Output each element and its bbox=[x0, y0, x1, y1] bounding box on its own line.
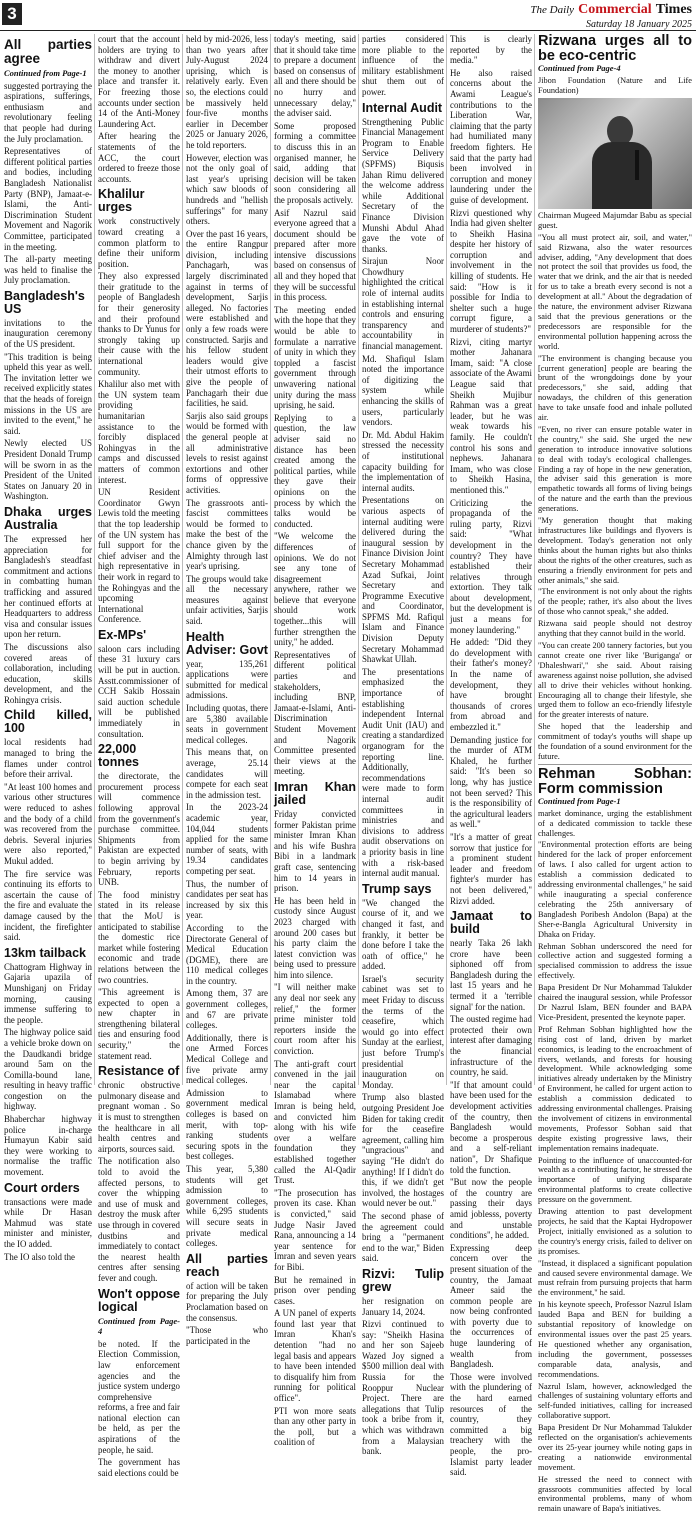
paragraph: transactions were made while Dr Hasan Mahmud was state minister and minister, the IO added. bbox=[4, 1196, 92, 1249]
paragraph: Israel's security cabinet was set to meet Friday to discuss the terms of the ceasefire, which would go into effect Sunday at the earliest, just before Trump's presidential inauguration on Monday. bbox=[362, 973, 444, 1090]
paragraph: The food ministry stated in its release that the MoU is anticipated to stabilise the domestic rice market while fostering economic and trade relations between the two countries. bbox=[98, 889, 180, 985]
news-photo bbox=[538, 98, 692, 209]
paragraph: The ousted regime had protected their own interest after damaging the financial infrastructure of the country, he said. bbox=[450, 1014, 532, 1078]
paragraph: Nazrul Islam, however, acknowledged the challenges of sustaining voluntary efforts and self-funded initiatives, calling for increased collaborative support. bbox=[538, 1381, 692, 1421]
continued-label: Continued from Page-4 bbox=[98, 1315, 180, 1337]
paragraph: Pointing to the influence of unaccounted-for wealth as a contributing factor, he stressed the importance of unifying disparate environmental platforms to create collective pressure on the government. bbox=[538, 1155, 692, 1205]
headline-rizwana-urges: Rizwana urges all to be eco-centric bbox=[538, 33, 692, 64]
paragraph: saloon cars including these 31 luxury cars will be put in auction. Asstt.commissioner of CCH Sakib Hossain said auction schedule will be published immediately in consultation. bbox=[98, 643, 180, 739]
paragraph: "Instead, it displaced a significant population and caused severe environmental damage. We must refrain from pursuing projects that harm the environment," he said. bbox=[538, 1258, 692, 1298]
paragraph: Trump also blasted outgoing President Joe Biden for taking credit for the ceasefire agreement, calling him "ungracious" and saying "He didn't do anything! If I didn't do this, if we didn't get involved, the hostages would never be out." bbox=[362, 1092, 444, 1209]
paragraph: But he remained in prison over pending cases. bbox=[274, 1274, 356, 1306]
paragraph: Representatives of different political parties and bodies, including Bangladesh Nationalist Party (BNP), Jamaat-e-Islami, the Anti-Discrimination Student Movement and Nagorik Committee, participated in the meeting. bbox=[4, 146, 92, 252]
paragraph: Over the past 16 years, the entire Rangpur division, including Panchagarh, was largely discriminated against in terms of development, Sarjis alleged. No factories were established and only a few roads were constructed. Sarjis and his fellow student leaders would give their utmost efforts to give the people of Panchagarh their due facilities, he said. bbox=[186, 228, 268, 409]
headline-health-adviser: Health Adviser: Govt bbox=[186, 629, 268, 657]
paragraph: her resignation on January 14, 2024. bbox=[362, 1295, 444, 1317]
photo-caption: Chairman Mugeed Majumdar Babu as special guest. bbox=[538, 210, 692, 230]
paragraph: Presentations on various aspects of internal auditing were delivered during the inaugural session by Finance Division Joint Secretary Mohammad Azad Sufkai, Joint Secretary and Programme Executive and Coordinator, SPFMS Md. Rafiqul Islam and Finance Division Deputy Secretary Mohammad Shawkat Ullah. bbox=[362, 495, 444, 665]
paragraph: They also expressed their gratitude to the people of Bangladesh for their generosity and their profound thanks to Dr Yunus for strongly taking up their cause with the international community. bbox=[98, 271, 180, 377]
paragraph: Bapa President Dr Nur Mohammad Talukder reflected on the organisation's achievements over its 25-year journey while noting gaps in creating a nationwide environmental movement. bbox=[538, 1423, 692, 1472]
paragraph: Rizwana said people should not destroy anything that they cannot build in the world. bbox=[538, 619, 692, 639]
paragraph: today's meeting, said that it should take time to prepare a document based on consensus of all and there should be no hurry and unnecessary delay," the adviser said. bbox=[274, 34, 356, 119]
paragraph: The meeting ended with the hope that they would be able to formulate a narrative of unity in which they toppled a fascist government through unwavering national unity during the mass uprising, he said. bbox=[274, 304, 356, 411]
paragraph: "Environmental protection efforts are being hindered for the lack of proper enforcement of laws. I also called for urgent action to establish a commission dedicated to addressing environmental challenges," he said while inaugurating a special conference celebrating the 25th anniversary of Bangladesh Poribesh Andolon (Bapa) at the Sher-e-Bangla Agricultural University in Dhaka on Friday. bbox=[538, 840, 692, 939]
paragraph: Rizvi questioned why India had given shelter to Sheikh Hasina despite her history of corruption and involvement in the killing of students. He said: "How is it possible for India to shelter such a huge corrupt figure, a murderer of students?" bbox=[450, 207, 532, 335]
paragraph: The discussions also covered areas of collaboration, including education, skills development, and the Rohingya crisis. bbox=[4, 641, 92, 705]
continued-label: Continued from Page-1 bbox=[4, 68, 87, 78]
column-4 bbox=[274, 34, 356, 1448]
paragraph: "This tradition is being upheld this year as well. The invitation letter we received explicitly states that the heads of foreign missions in the US are invited to the event," he said. bbox=[4, 351, 92, 436]
paper-name-commercial: Commercial bbox=[578, 2, 652, 17]
paragraph: "I will neither make any deal nor seek any relief," the former prime minister told reporters inside the court room after his conviction. bbox=[274, 982, 356, 1057]
paragraph: According to the Directorate General of Medical Education (DGME), there are 110 medical colleges in the country. bbox=[186, 922, 268, 986]
headline-22000-tonnes: 22,000 tonnes bbox=[98, 742, 139, 770]
paragraph: The all-party meeting was held to finalise the July proclamation. bbox=[4, 254, 92, 286]
headline-resistance-of: Resistance of bbox=[98, 1064, 180, 1079]
paragraph: He has been held in custody since August 2023 charged with around 200 cases but his party claim the latest conviction was being used to pressure him into silence. bbox=[274, 895, 356, 980]
paragraph: "The environment is not only about the rights of the people; rather, it's also about the lives of those who cannot speak," she added. bbox=[538, 587, 692, 617]
paragraph: Chattogram Highway in Gajaria upazila of Munshiganj on Friday morning, causing immense suffering to the people. bbox=[4, 961, 92, 1025]
paragraph: Friday convicted former Pakistan prime minister Imran Khan and his wife Bushra Bibi in a landmark graft case, sentencing him to 14 years in prison. bbox=[274, 808, 356, 894]
paragraph: This means that, on average, 25.14 candidates will compete for each seat in the admission test. bbox=[186, 747, 268, 800]
paragraph: The grassroots anti-fascist committees would be formed to make the best of the chance given by the Almighty through last year's uprising. bbox=[186, 497, 268, 572]
paragraph: local residents had managed to bring the flames under control before their arrival. bbox=[4, 737, 92, 780]
paragraph: Jibon Foundation (Nature and Life Foundation) bbox=[538, 75, 692, 95]
headline-trump-says: Trump says bbox=[362, 881, 432, 896]
headline-child-killed: Child killed, 100 bbox=[4, 708, 92, 736]
paragraph: "The prosecution has proven its case. Khan is convicted," said Judge Nasir Javed Rana, announcing a 14 year sentence for Imran and seven years for Bibi. bbox=[274, 1187, 356, 1272]
paragraph: Thus, the number of candidates per seat has increased by six this year. bbox=[186, 878, 268, 921]
paragraph: PTI won more seats than any other party in the poll, but a coalition of bbox=[274, 1405, 356, 1448]
headline-khalilur-urges: Khalilur urges bbox=[98, 187, 145, 215]
headline-all-parties-agree: All parties agree bbox=[4, 37, 92, 66]
page-number: 3 bbox=[2, 3, 22, 25]
paragraph: Md. Shafiqul Islam noted the importance of digitizing the system while enhancing the skills of users, particularly vendors. bbox=[362, 353, 444, 428]
paragraph: The groups would take all the necessary measures against unfair activities, Sarjis said. bbox=[186, 573, 268, 627]
column-3 bbox=[186, 34, 268, 1346]
paragraph: Prof Rehman Sobhan highlighted how the rising cost of land, driven by market economics, is leading to the encroachment of rivers, wetlands, and forests for housing development. While acknowledging some initiatives already undertaken by the Ministry of Environment, he called for urgent action to establish a commission dedicated to addressing environmental challenges. Praising the involvement of citizens in environmental movements, Professor Sobhan said that despite existing progressive laws, their implementation remains inadequate. bbox=[538, 1024, 692, 1153]
paragraph: The notification also told to avoid the affected persons, to cover the whipping and use of musk and destroy the musk after use through in covered dustbins and immediately to contact the nearest health centres after sensing fever and cough. bbox=[98, 1156, 180, 1283]
paragraph: Sarjis also said groups would be formed with the general people at all administrative levels to resist against extortions and other forms of oppressive activities. bbox=[186, 410, 268, 495]
paragraph: court that the account holders are trying to withdraw and divert the money to another place and transfer it. For freezing those accounts under section 14 of the Anti-Money Laundering Act. bbox=[98, 34, 180, 129]
paragraph: A UN panel of experts found last year that Imran Khan's detention "had no legal basis and appears to have been intended to disqualify him from running for political office". bbox=[274, 1308, 356, 1404]
headline-ex-mps: Ex-MPs' bbox=[98, 627, 147, 642]
paragraph: year, 135,261 applications were submitted for medical admissions. bbox=[186, 658, 268, 701]
headline-jamaat-to-build: Jamaat to build bbox=[450, 909, 532, 937]
column-6 bbox=[450, 34, 532, 1478]
paragraph: Bhaberchar highway police in-charge Humayun Kabir said they were working to normalise the traffic movement. bbox=[4, 1114, 92, 1178]
paragraph: "Even, no river can ensure potable water in the country," she said. She urged the new generation to introduce innovative solutions to deal with today's ecological challenges. Finding a ray of hope in the new generation, the adviser said this generation is more empathetic towards all forms of living beings of the nature and the earth than the previous generations. bbox=[538, 424, 692, 514]
paragraph: "My generation thought that making infrastructures like buildings and flyovers is development. Today's generation not only thinks about the human rights but also thinks about the rights of the other creatures, such as ensuring a friendly environment for pets and other animals," she said. bbox=[538, 516, 692, 585]
paragraph: Expressing deep concern over the present situation of the country, the Jamaat Ameer said the common people are now being confronted with poverty due to the occurrences of huge laundering of wealth from Bangladesh. bbox=[450, 1242, 532, 1370]
paragraph: held by mid-2026, less than two years after July-August 2024 uprising, which is relatively early. Even so, the elections could be massively held four-five months earlier in December 2025 or January 2026, he told reporters. bbox=[186, 34, 268, 150]
paragraph: This year, 5,380 students will get admission to government colleges, while 6,295 students will secure seats in private medical colleges. bbox=[186, 1163, 268, 1249]
paragraph: UN Resident Coordinator Gwyn Lewis told the meeting that the top leadership of the UN system has full support for the chief adviser and the high representative in their work in regard to the Rohingyas and the upcoming International Conference. bbox=[98, 487, 180, 625]
paragraph: Rizvi continued to say: "Sheikh Hasina and her son Sajeeb Wazed Joy signed a $500 million deal with Russia for the Rooppur Nuclear Project. There are allegations that Tulip took a bribe from it, which was withdrawn from a Malaysian bank. bbox=[362, 1319, 444, 1457]
paragraph: The expressed her appreciation for Bangladesh's steadfast commitment and actions in combatting human trafficking and assured her continued efforts at Headquarters to address visa and consular issues upon her return. bbox=[4, 533, 92, 640]
paragraph: The anti-graft court convened in the jail near the capital Islamabad where Imran is being held, and convicted him along with his wife over a welfare foundation they established together called the Al-Qadir Trust. bbox=[274, 1058, 356, 1186]
headline-all-parties-reach: All parties reach bbox=[186, 1251, 268, 1279]
column-5 bbox=[362, 34, 444, 1457]
paragraph: "You all must protect air, soil, and water," said Rizwana, also the water resources adviser, adding, "Any development that does not protect the soil that provides us food, the water that we drink, and the air that is needed for us to take a breath every second is not a development at all." About the degradation of the nature, the environment adviser Rizwana said that the previous generations or the predecessors are responsible for the environmental pollution happening across the world. bbox=[538, 232, 692, 351]
paragraph: She hoped that the leadership and commitment of today's youths will shape up the foundation of a sound environment for the future. bbox=[538, 722, 692, 761]
paragraph: suggested portraying the aspirations, sufferings, enthusiasm and revolutionary feeling that people had during the July proclamation. bbox=[4, 80, 92, 144]
headline-rizvi-tulip-grew: Rizvi: Tulip grew bbox=[362, 1266, 444, 1294]
paragraph: "It's a matter of great sorrow that justice for a prominent student leader and freedom fighter's murder has not been delivered," Rizvi added. bbox=[450, 831, 532, 906]
paragraph: Admission to government medical colleges is based on merit, with top-ranking students securing spots in the best colleges. bbox=[186, 1087, 268, 1162]
paragraph: The IO also told the bbox=[4, 1251, 75, 1262]
paragraph: He also raised concerns about the Awami League's contributions to the Liberation War, claiming that the party had humiliated many freedom fighters. He said that the party had been involved in corruption and money laundering under the guise of development. bbox=[450, 67, 532, 205]
paragraph: The presentations emphasized the importance of establishing independent Internal Audit Unit (IAU) and creating a standardized organogram for the reporting line. Additionally, recommendations were made to form internal audit committees in ministries and divisions to address audit observations on a priority basis in line with a risk-based internal audit manual. bbox=[362, 666, 444, 879]
paragraph: the directorate, the procurement process will commence following approval from the government's purchase committee. Shipments from Pakistan are expected to begin arriving by February, reports UNB. bbox=[98, 771, 180, 888]
paragraph: "If that amount could have been used for the development activities of the country, then Bangladesh would become a prosperous and a self-reliant nation", Dr Shafique told the function. bbox=[450, 1079, 532, 1175]
paragraph: invitations to the inauguration ceremony of the US president. bbox=[4, 317, 92, 350]
paragraph: He added: "Did they do development with their father's money? In the name of development, they have brought thousands of crores from abroad and embezzled it." bbox=[450, 637, 532, 732]
paragraph: of action will be taken for preparing the July Proclamation based on the consensus. bbox=[186, 1280, 268, 1323]
paragraph: nearly Taka 26 lakh crore have been siphoned off from Bangladesh during the last 15 years and he termed it a 'terrible signal' for the nation. bbox=[450, 938, 532, 1012]
masthead bbox=[530, 0, 692, 30]
headline-dhaka-urges-australia: Dhaka urges Australia bbox=[4, 504, 92, 532]
paragraph: Asif Nazrul said everyone agreed that a document should be prepared after more intensive discussions based on consensus of all and they hoped that they will be successful in this process. bbox=[274, 207, 356, 303]
paragraph: parties considered more pliable to the influence of the military establishment shut them out of power. bbox=[362, 34, 444, 97]
headline-court-orders: Court orders bbox=[4, 1180, 80, 1195]
paragraph: After hearing the statements of the ACC, the court ordered to freeze those accounts. bbox=[98, 131, 180, 184]
paragraph: "We changed the course of it, and we changed it fast, and frankly, it better be done before I take the oath of office," he added. bbox=[362, 897, 444, 972]
paragraph: The second phase of the agreement could bring a "permanent end to the war," Biden said. bbox=[362, 1210, 444, 1264]
headline-wont-oppose-logical: Won't oppose logical bbox=[98, 1286, 180, 1314]
paragraph: However, election was not the only goal of last year's uprising which saw bloods of hundreds and "hellish sufferings" for many others. bbox=[186, 152, 268, 227]
paragraph: Drawing attention to past development projects, he said that the Kaptai Hydropower Project, initially envisioned as a solution to the country's energy crisis, failed to deliver on its promises. bbox=[538, 1207, 692, 1256]
paragraph: Replying to a question, the law adviser said no distance has been created among the political parties, while they gave their opinions on the process by which the talks would be conducted. bbox=[274, 412, 356, 529]
issue-date: Saturday 18 January 2025 bbox=[585, 19, 692, 30]
paragraph: Representatives of different political parties and stakeholders, including BNP, Jamaat-e-Islami, Anti-Discrimination Student Movement and Nagorik Committee presented their views at the meeting. bbox=[274, 649, 356, 777]
paragraph: Rizvi, citing martyr mother Jahanara Imam, said: "A close associate of the Awami League said that Sheikh Mujibur Rahman was a great leader, but he was weak towards his family. He couldn't control his sons and nephews. Jahanara Imam, who was close to Sheikh Hasina, mentioned this." bbox=[450, 336, 532, 495]
paragraph: chronic obstructive pulmonary disease and pregnant woman . So it is must to strengthen the healthcare in all health centres and airports, sources said. bbox=[98, 1080, 180, 1154]
paragraph: "You can create 200 tannery factories, but you cannot create one river like 'Buriganga' or 'Dhaleshwari'," she said. About raising awareness against noise pollution, she advised all to drive their vehicles without honking. Encouraging all to change their lifestyle, she urged them to follow an eco-friendly lifestyle for the greater interests of nature. bbox=[538, 640, 692, 720]
continued-label: Continued from Page-1 bbox=[538, 795, 621, 806]
paragraph: Some proposed forming a committee to discuss this in an organised manner, he said, adding that decision will be taken soon considering all the proposals actively. bbox=[274, 120, 356, 205]
headline-13km-tailback: 13km tailback bbox=[4, 945, 86, 960]
paragraph: Newly elected US President Donald Trump will be sworn in as the President of the United States on January 20 in Washington. bbox=[4, 438, 92, 502]
paragraph: Among them, 37 are government colleges, and 67 are private colleges. bbox=[186, 988, 268, 1031]
paragraph: The government has said elections could be bbox=[98, 1457, 180, 1478]
headline-rehman-sobhan: Rehman Sobhan: Form commission bbox=[538, 765, 692, 797]
paragraph: In the 2023-24 academic year, 104,044 students applied for the same number of seats, with 19.34 candidates competing per seat. bbox=[186, 802, 268, 876]
paragraph: The fire service was continuing its efforts to ascertain the cause of the fire and evaluate the damage caused by the incident, the firefighter said. bbox=[4, 868, 92, 943]
paper-daily: The Daily bbox=[530, 4, 575, 16]
paragraph: "At least 100 homes and various other structures were reduced to ashes and the body of a child was recovered from the debris. Several injuries were also reported," Mukul added. bbox=[4, 781, 92, 866]
paragraph: "Those who participated in the bbox=[186, 1325, 268, 1346]
paragraph: be noted. If the Election Commission, law enforcement agencies and the justice system undergo comprehensive reforms, a free and fair national election can be held, as per the aspirations of the people, he said. bbox=[98, 1338, 180, 1455]
paragraph: "This agreement is expected to open a new chapter in strengthening bilateral ties and ensuring food security," the statement read. bbox=[98, 987, 180, 1061]
continued-label: Continued from Page-4 bbox=[538, 63, 621, 73]
paragraph: Strengthening Public Financial Management Program to Enable Service Delivery (SPFMS) Biqusis Jahan Rimu delivered the welcome address while Additional Secretary of the Finance Division Munshi Abdul Ahad gave the vote of thanks. bbox=[362, 116, 444, 254]
paragraph: "But now the people of the country are passing their days amid joblesss, poverty and unstable conditions", he added. bbox=[450, 1177, 532, 1241]
paragraph: Criticizing the propaganda of the ruling party, Rizvi said: "What development in the country? They have established their relatives through extortion. They talk about development, but the development is just a means for money laundering." bbox=[450, 497, 532, 635]
paragraph: Those were involved with the plundering of the hard earned resources of the country, they committed a big treachery with the people, the pro-Islamist party leader said. bbox=[450, 1371, 532, 1478]
paragraph: market dominance, urging the establishment of a dedicated commission to tackle these challenges. bbox=[538, 808, 692, 838]
paragraph: Including quotas, there are 5,380 available seats in government medical colleges. bbox=[186, 703, 268, 745]
paragraph: work constructively toward creating a common platform to define their uniform position. bbox=[98, 216, 180, 269]
paragraph: "We welcome the differences of opinions. We do not see any tone of disagreement anywhere, rather we believe that everyone should work together...this will further strengthen the unity," he added. bbox=[274, 531, 356, 648]
paragraph: This is clearly reported by the media." bbox=[450, 34, 532, 66]
headline-internal-audit: Internal Audit bbox=[362, 100, 443, 115]
column-2 bbox=[98, 34, 180, 1478]
paragraph: "The environment is changing because you [current generation] people are bearing the brunt of the wrongdoings done by your predecessors," she said, adding that nowadays, the children of this generation have to take unsafe food and inhale polluted air. bbox=[538, 353, 692, 423]
paragraph: The highway police said a vehicle broke down on the Daudkandi bridge around 5am on the Comilla-bound lane, resulting in heavy traffic congestion on the highway. bbox=[4, 1027, 92, 1112]
paragraph: In his keynote speech, Professor Nazrul Islam lauded Bapa and BEN for building a substantial repository of knowledge on environmental issues over the past 25 years. He questioned whether any organisation, including the government, possesses comparable data, analysis, and recommendations. bbox=[538, 1300, 692, 1379]
paragraph: Sirajun Noor Chowdhury highlighted the critical role of internal audits in establishing internal controls and ensuring transparency and accountability in financial management. bbox=[362, 256, 444, 352]
column-1 bbox=[4, 34, 92, 1262]
masthead-bar bbox=[0, 0, 696, 31]
paper-name-times: Times bbox=[655, 2, 692, 17]
paragraph: He stressed the need to connect with grassroots communities affected by local environmental problems, many of whom remain unaware of Bapa's initiatives. bbox=[538, 1474, 692, 1514]
paragraph: Additionally, there is one Armed Forces Medical College and five private army medical colleges. bbox=[186, 1032, 268, 1086]
paragraph: Dr. Md. Abdul Hakim stressed the necessity of institutional capacity building for the implementation of internal audits. bbox=[362, 429, 444, 493]
paragraph: Khalilur also met with the UN system team providing humanitarian assistance to the forcibly displaced Rohingyas in the camps and discussed matters of common interest. bbox=[98, 379, 180, 485]
paragraph: Demanding justice for the murder of ATM Khaled, he further said: "It's been so long, why has justice not been served? This is the responsibility of the agricultural leaders as well." bbox=[450, 734, 532, 830]
headline-bangladesh-us: Bangladesh's US bbox=[4, 288, 85, 316]
paragraph: Rehman Sobhan underscored the need for collective action and suggested forming a specialised commission to address the issue effectively. bbox=[538, 941, 692, 981]
column-7 bbox=[538, 33, 692, 1514]
paragraph: Bapa President Dr Nur Mohammad Talukder chaired the inaugural session, while Professor Dr Nazrul Islam, BEN founder and BAPA Vice-President, presented the keynote paper. bbox=[538, 983, 692, 1022]
headline-imran-khan-jailed: Imran Khan jailed bbox=[274, 779, 356, 807]
